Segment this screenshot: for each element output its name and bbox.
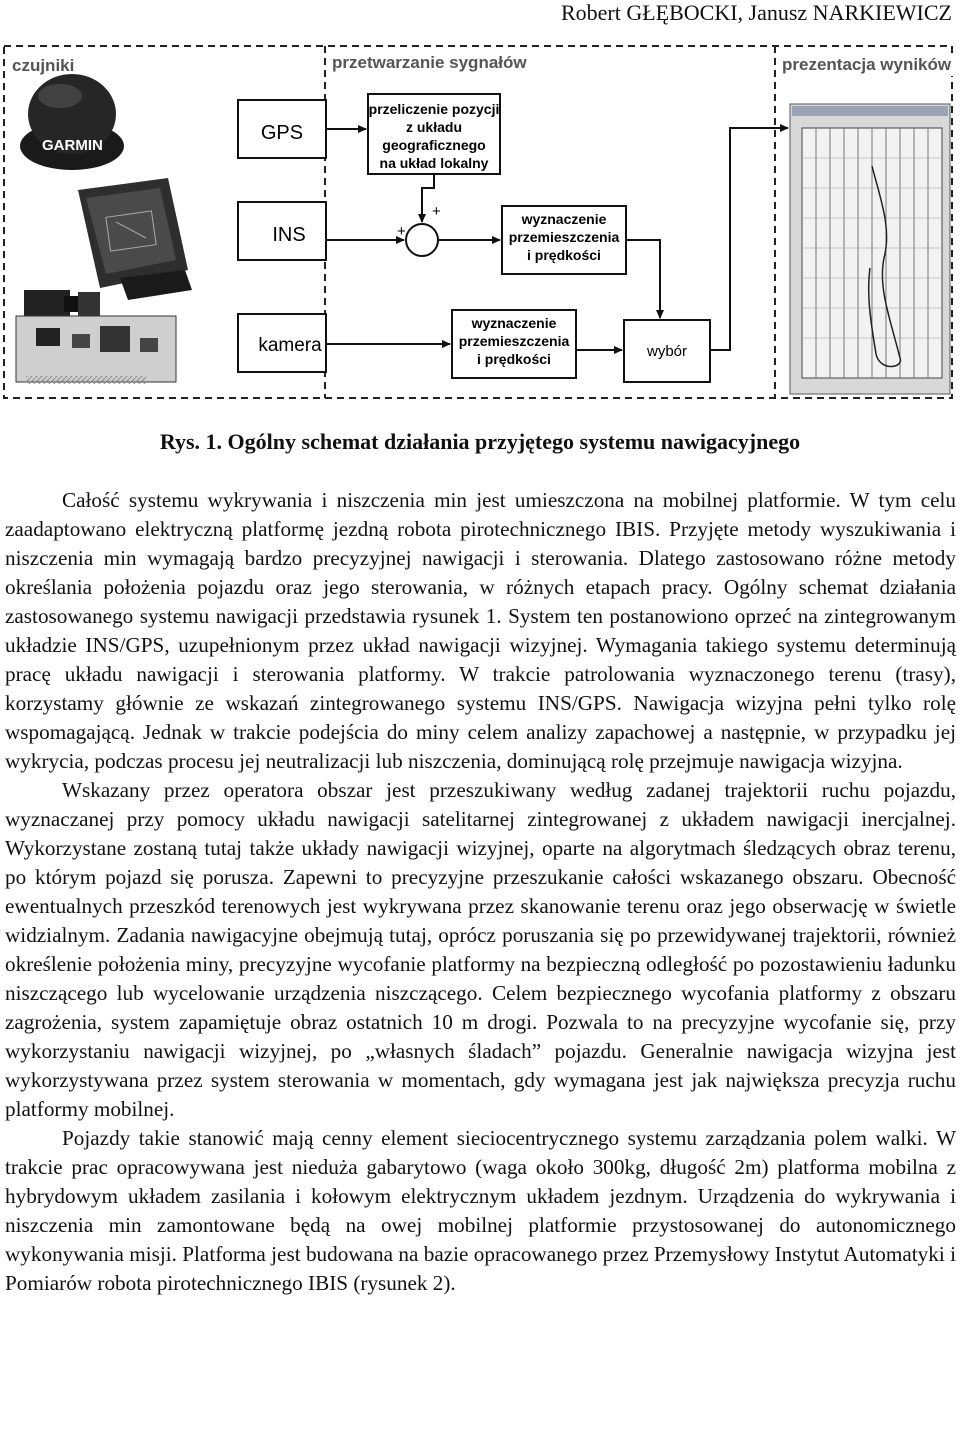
- ins-block-label: INS: [272, 224, 306, 246]
- figure-caption: Rys. 1. Ogólny schemat działania przyjętego systemu nawigacyjnego: [159, 429, 801, 454]
- displacement-2-line-2: przemieszczenia: [458, 333, 570, 349]
- selection-block-label: wybór: [646, 343, 688, 360]
- section-label-results: prezentacja wyników: [782, 55, 952, 74]
- gps-receiver-image: [20, 74, 124, 170]
- page-header-authors: Robert GŁĘBOCKI, Janusz NARKIEWICZ: [560, 0, 952, 25]
- displacement-1-line-1: wyznaczenie: [521, 211, 607, 227]
- navigation-system-diagram: [0, 38, 960, 408]
- displacement-2-line-3: i prędkości: [477, 351, 551, 367]
- displacement-1-line-2: przemieszczenia: [508, 229, 620, 245]
- section-label-processing: przetwarzanie sygnałów: [332, 53, 527, 72]
- paragraph-3: Pojazdy takie stanowić mają cenny element sieciocentrycznego systemu zarządzania polem walki. W trakcie prac opracowywana jest nieduża gabarytowo (waga około 300kg, długość 2m) platforma mobilna z hybrydowym układem zasilania i kołowym elektrycznym układem jezdnym. Urządzenia do wykrywania i niszczenia min zamontowane będą na owej mobilnej platformie przystosowanej do autonomicznego wykonywania misji. Platforma jest budowana na bazie opracowanego przez Przemysłowy Instytut Automatyki i Pomiarów robota pirotechnicznego IBIS (rysunek 2).: [5, 1126, 956, 1295]
- diagram-svg: [0, 38, 960, 408]
- conversion-line-4: na układ lokalny: [379, 155, 489, 171]
- displacement-2-line-1: wyznaczenie: [471, 315, 557, 331]
- section-label-sensors: czujniki: [12, 56, 75, 75]
- conversion-line-1: przeliczenie pozycji: [368, 101, 500, 117]
- conversion-line-2: z układu: [405, 119, 463, 135]
- displacement-1-line-3: i prędkości: [527, 247, 601, 263]
- conversion-line-3: geograficznego: [382, 137, 486, 153]
- paragraph-1: Całość systemu wykrywania i niszczenia min jest umieszczona na mobilnej platformie. W tym celu zaadaptowano elektryczną platformę jezdną robota pirotechnicznego IBIS. Przyjęte metody wyszukiwania i niszczenia min wymagają bardzo precyzyjnej nawigacji i sterowania. Dlatego zastosowano różne metody określania położenia pojazdu oraz jego sterowania, w różnych etapach pracy. Ogólny schemat działania zastosowanego systemu nawigacji przedstawia rysunek 1. System ten postanowiono oprzeć na zintegrowanym układzie INS/GPS, uzupełnionym przez układ nawigacji wizyjnej. Wymagania takiego systemu determinują pracę układu nawigacji i sterowania platformy. W trakcie patrolowania wyznaczonego terenu (trasy), korzystamy głównie ze wskazań zintegrowanego systemu INS/GPS. Nawigacja wizyjna pełni tylko rolę wspomagającą. Jednak w trakcie podejścia do miny celem analizy zapachowej a następnie, w przypadku jej wykrycia, podczas procesu jej neutralizacji lub niszczenia, dominującą rolę przejmuje nawigacja wizyjna.: [5, 488, 956, 773]
- ins-unit-image: [78, 178, 192, 300]
- sum-plus-left: +: [397, 223, 406, 240]
- camera-and-framegrabber-image: [16, 290, 176, 384]
- gps-block-label: GPS: [260, 122, 304, 144]
- camera-block-label: kamera: [258, 335, 322, 356]
- paragraph-2: Wskazany przez operatora obszar jest przeszukiwany według zadanej trajektorii ruchu pojazdu, wyznaczanej przy pomocy układu nawigacji satelitarnej zintegrowanej z układem nawigacji inercjalnej. Wykorzystane zostaną tutaj także układy nawigacji wizyjnej, oparte na algorytmach śledzących obraz terenu, po którym pojazd się porusza. Zapewni to precyzyjne przeszukanie całości wskazanego obszaru. Obecność ewentualnych przeszkód terenowych jest wykrywana przez skanowanie terenu oraz jego obserwację w świetle widzialnym. Zadania nawigacyjne obejmują tutaj, oprócz poruszania się po przewidywanej trajektorii, również określenie położenia miny, precyzyjne wycofanie platformy na bezpieczną odległość po pozostawieniu ładunku niszczącego lub wycelowanie urządzenia niszczącego. Celem bezpiecznego wycofania platformy z obszaru zagrożenia, system zapamiętuje obraz ostatnich 10 m drogi. Pozwala to na precyzyjne wycofanie się, przy wykorzystaniu nawigacji wizyjnej, po „własnych śladach” pojazdu. Generalnie nawigacja wizyjna jest wykorzystywana przez system sterowania w momentach, gdy wymagana jest jak największa precyzja ruchu platformy mobilnej.: [5, 778, 956, 1121]
- body-text: [5, 486, 956, 1298]
- summing-junction: [406, 224, 438, 256]
- sum-plus-top: +: [432, 203, 441, 220]
- trajectory-plot-screenshot: [790, 104, 950, 394]
- garmin-logo-text: GARMIN: [42, 137, 103, 154]
